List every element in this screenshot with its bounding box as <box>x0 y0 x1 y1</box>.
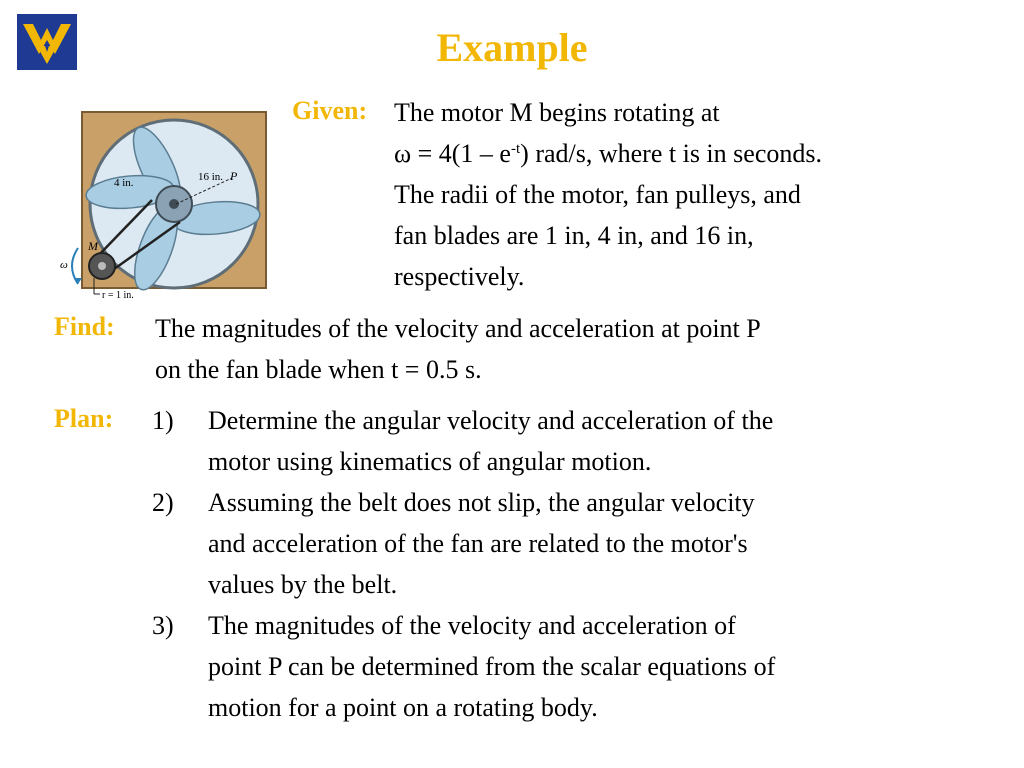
label-r: r = 1 in. <box>102 290 134 301</box>
given-line-4: fan blades are 1 in, 4 in, and 16 in, <box>394 221 754 250</box>
label-motor-m: M <box>88 239 98 253</box>
label-16in: 16 in. <box>198 171 224 183</box>
given-line-1: The motor M begins rotating at <box>394 98 720 127</box>
find-label: Find: <box>54 312 115 341</box>
plan-item-1-number: 1) <box>152 406 174 435</box>
fan-motor-figure <box>56 108 270 304</box>
given-line-2: $\omega = 4(1 - e^{-t})$ rad/s, where t is in seconds. <box>394 139 822 168</box>
plan-item-1-text: Determine the angular velocity and acceleration of the motor using kinematics of angular motion. <box>208 406 774 476</box>
given-line-5: respectively. <box>394 262 525 291</box>
slide-title: Example <box>436 25 588 70</box>
plan-item-2-number: 2) <box>152 488 174 517</box>
given-label: Given: <box>292 96 368 125</box>
find-text <box>155 308 761 390</box>
plan-item-2-text: Assuming the belt does not slip, the angular velocity and acceleration of the fan are related to the motor's values by the belt. <box>208 488 755 599</box>
find-line-2: on the fan blade when t = 0.5 s. <box>155 355 482 384</box>
label-omega: ω <box>60 259 68 271</box>
label-4in: 4 in. <box>114 177 134 189</box>
find-line-1: The magnitudes of the velocity and acceleration at point P <box>155 314 761 343</box>
plan-item-3-text: The magnitudes of the velocity and acceleration of point P can be determined from the scalar equations of motion for a point on a rotating body. <box>208 611 776 722</box>
label-point-p: P <box>230 169 238 183</box>
given-text <box>394 92 822 297</box>
given-line-3: The radii of the motor, fan pulleys, and <box>394 180 801 209</box>
plan-label: Plan: <box>54 404 114 433</box>
plan-item-3-number: 3) <box>152 611 174 640</box>
